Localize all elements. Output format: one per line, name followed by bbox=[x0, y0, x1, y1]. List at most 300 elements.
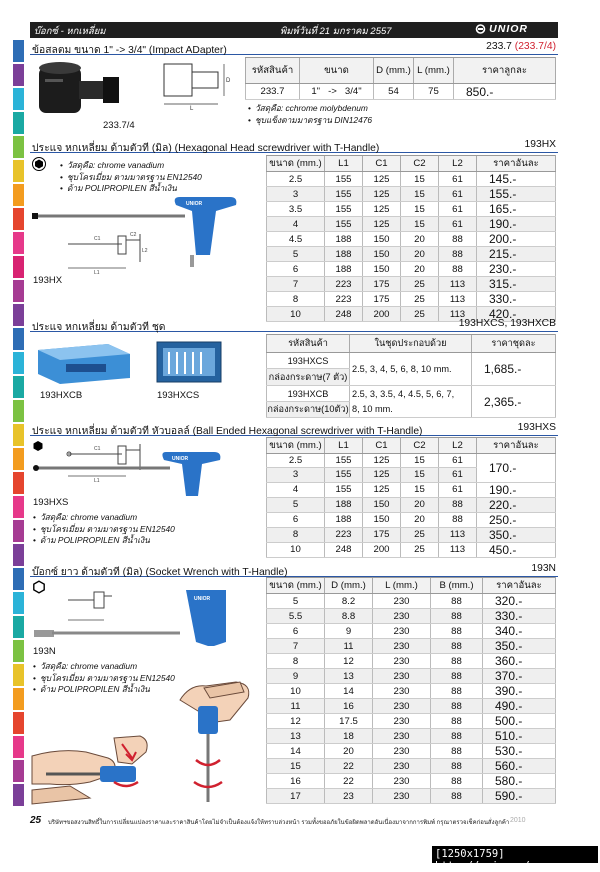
brand-logo bbox=[475, 23, 528, 35]
svg-text:UNIOR: UNIOR bbox=[194, 596, 211, 602]
price-cell: 360.- bbox=[483, 654, 556, 669]
adapter-col-d: D (mm.) bbox=[374, 58, 414, 84]
table-row bbox=[267, 277, 556, 292]
cell: 13 bbox=[325, 669, 373, 684]
adapter-code-alt: (233.7/4) bbox=[514, 41, 556, 52]
cell: 113 bbox=[439, 307, 477, 322]
table-row bbox=[267, 292, 556, 307]
cell: 188 bbox=[325, 232, 363, 247]
cell: 5 bbox=[267, 247, 325, 262]
price-cell: 510.- bbox=[483, 729, 556, 744]
upic-stamp: [1250x1759] http://upic.me/ bbox=[432, 846, 598, 863]
table-row bbox=[267, 669, 556, 684]
cell: 61 bbox=[439, 217, 477, 232]
color-tab bbox=[13, 376, 24, 398]
cell: 230 bbox=[373, 729, 431, 744]
cell bbox=[350, 386, 472, 418]
cell: 175 bbox=[363, 277, 401, 292]
cell: 230 bbox=[373, 654, 431, 669]
cell: 88 bbox=[439, 232, 477, 247]
cell: 5.5 bbox=[267, 609, 325, 624]
adapter-image-label: 233.7/4 bbox=[103, 120, 135, 131]
hexagon-icon bbox=[32, 157, 46, 171]
svg-text:D: D bbox=[226, 78, 231, 84]
price-cell: 200.- bbox=[477, 232, 556, 247]
cell: กล่องกระดาษ(7 ตัว) bbox=[267, 369, 350, 386]
cell: 75 bbox=[414, 84, 454, 100]
table-row bbox=[267, 232, 556, 247]
cell: 5 bbox=[267, 497, 325, 512]
ball-t-handle-image bbox=[30, 448, 230, 502]
cell: 88 bbox=[431, 639, 483, 654]
cell: 88 bbox=[431, 699, 483, 714]
cell: 17.5 bbox=[325, 714, 373, 729]
cell: 8 bbox=[267, 527, 325, 542]
hex-table bbox=[266, 155, 556, 322]
price-cell: 165.- bbox=[477, 202, 556, 217]
color-tab bbox=[13, 136, 24, 158]
cell: 3 bbox=[267, 468, 325, 482]
table-row bbox=[267, 639, 556, 654]
cell: 15 bbox=[401, 172, 439, 187]
cell: 155 bbox=[325, 217, 363, 232]
color-tab bbox=[13, 64, 24, 86]
table-row bbox=[267, 729, 556, 744]
svg-text:L1: L1 bbox=[94, 478, 100, 484]
table-row bbox=[267, 774, 556, 789]
note: • วัสดุคือ: cchrome molybdenum bbox=[248, 103, 372, 115]
table-row bbox=[267, 172, 556, 187]
hex-dimension-drawing bbox=[66, 228, 148, 274]
price-cell: 850.- bbox=[454, 84, 556, 100]
table-row bbox=[267, 759, 556, 774]
cell: 230 bbox=[373, 714, 431, 729]
table-row bbox=[267, 744, 556, 759]
table-row bbox=[267, 527, 556, 542]
disclaimer-text: บริษัทฯขอสงวนสิทธิ์ในการเปลี่ยนแปลงราคาและราคาสินค้าโดยไม่จำเป็นต้องแจ้งให้ทราบล่วงหน้า รวมทั้งขออภัยในข้อผิดพลาดอันเนื่องมาจากการพิมพ์ กรุณาตรวจเช็คก่อนสั่งลูกค้า bbox=[48, 820, 510, 826]
table-row bbox=[267, 594, 556, 609]
cell: 15 bbox=[267, 759, 325, 774]
cell: 113 bbox=[439, 542, 477, 557]
size-from: 1" bbox=[311, 86, 321, 97]
cell: 223 bbox=[325, 292, 363, 307]
cell: 88 bbox=[431, 669, 483, 684]
cell: 6 bbox=[267, 262, 325, 277]
hex-col-c1: C1 bbox=[363, 156, 401, 172]
color-tab bbox=[13, 448, 24, 470]
cell: 8 bbox=[267, 292, 325, 307]
cell: 248 bbox=[325, 307, 363, 322]
cell: 61 bbox=[439, 187, 477, 202]
ball-title: ประแจ หกเหลี่ยม ด้ามตัวที หัวบอลล์ (Ball Ended Hexagonal screwdriver with T-Handle) bbox=[32, 426, 423, 437]
color-tab bbox=[13, 688, 24, 710]
cell: 88 bbox=[431, 744, 483, 759]
page-number: 25 bbox=[30, 815, 42, 826]
size-arrow: -> bbox=[328, 86, 337, 97]
price-cell: 450.- bbox=[477, 542, 556, 557]
note: • วัสดุคือ: chrome vanadium bbox=[33, 661, 175, 673]
adapter-dimension-drawing bbox=[160, 58, 234, 110]
price-cell: 560.- bbox=[483, 759, 556, 774]
color-tab bbox=[13, 328, 24, 350]
ball-col-price: ราคาอันละ bbox=[477, 438, 556, 454]
cell: 20 bbox=[401, 247, 439, 262]
table-row bbox=[267, 454, 556, 468]
cell: 13 bbox=[267, 729, 325, 744]
socket-image-label: 193N bbox=[33, 646, 56, 657]
svg-text:C2: C2 bbox=[130, 232, 137, 238]
hex-col-c2: C2 bbox=[401, 156, 439, 172]
cell: 88 bbox=[431, 714, 483, 729]
hex-code: 193HX bbox=[524, 139, 556, 150]
hex-image-label: 193HX bbox=[33, 275, 63, 286]
note: • ด้าม POLIPROPILEN สีน้ำเงิน bbox=[60, 183, 202, 195]
cell: 4 bbox=[267, 217, 325, 232]
cell: 6 bbox=[267, 624, 325, 639]
table-row bbox=[267, 542, 556, 557]
cell: 5 bbox=[267, 594, 325, 609]
price-cell: 370.- bbox=[483, 669, 556, 684]
cell: 22 bbox=[325, 759, 373, 774]
hex-set-case-image bbox=[153, 336, 225, 388]
brand-name: UNIOR bbox=[489, 23, 528, 35]
hex-col-price: ราคาอันละ bbox=[477, 156, 556, 172]
cell: 25 bbox=[401, 292, 439, 307]
color-tab bbox=[13, 544, 24, 566]
cell: 12 bbox=[267, 714, 325, 729]
hexset-title-bar bbox=[30, 316, 558, 332]
table-row bbox=[267, 187, 556, 202]
cell: 230 bbox=[373, 744, 431, 759]
cell: 230 bbox=[373, 759, 431, 774]
cell: 88 bbox=[439, 262, 477, 277]
socket-title-bar bbox=[30, 561, 558, 577]
table-row bbox=[267, 624, 556, 639]
sizes-line: 8, 10 mm. bbox=[352, 403, 393, 414]
cell: 15 bbox=[401, 454, 439, 468]
color-tab bbox=[13, 760, 24, 782]
cell: 230 bbox=[373, 594, 431, 609]
svg-text:UNIOR: UNIOR bbox=[172, 456, 189, 462]
cell: 15 bbox=[401, 468, 439, 482]
ball-notes bbox=[33, 512, 175, 547]
hexset-col-price: ราคาชุดละ bbox=[472, 335, 556, 353]
table-row bbox=[267, 217, 556, 232]
cell: 15 bbox=[401, 482, 439, 497]
note: • ชุบโครเมี่ยม ตามมาตรฐาน EN12540 bbox=[33, 524, 175, 536]
cell: 8.8 bbox=[325, 609, 373, 624]
cell: 7 bbox=[267, 277, 325, 292]
hex-col-l1: L1 bbox=[325, 156, 363, 172]
hex-title-bar bbox=[30, 137, 558, 153]
color-tab bbox=[13, 88, 24, 110]
ball-code: 193HXS bbox=[517, 422, 556, 433]
table-row bbox=[267, 262, 556, 277]
cell: 155 bbox=[325, 187, 363, 202]
color-tab bbox=[13, 184, 24, 206]
cell: 61 bbox=[439, 202, 477, 217]
cell: 2.5 bbox=[267, 454, 325, 468]
socket-col-size: ขนาด (mm.) bbox=[267, 578, 325, 594]
color-tab bbox=[13, 784, 24, 806]
color-tab bbox=[13, 592, 24, 614]
price-cell: 220.- bbox=[477, 497, 556, 512]
price-cell: 230.- bbox=[477, 262, 556, 277]
table-row bbox=[267, 512, 556, 527]
cell: 200 bbox=[363, 542, 401, 557]
color-tab bbox=[13, 520, 24, 542]
ball-rows bbox=[267, 482, 556, 557]
cell: 150 bbox=[363, 262, 401, 277]
cell: 88 bbox=[431, 594, 483, 609]
socket-table bbox=[266, 577, 556, 804]
table-row bbox=[267, 482, 556, 497]
cell: 61 bbox=[439, 172, 477, 187]
price-cell: 530.- bbox=[483, 744, 556, 759]
cell: 9 bbox=[325, 624, 373, 639]
cell: 125 bbox=[363, 454, 401, 468]
adapter-table bbox=[245, 57, 556, 100]
cell: 15 bbox=[401, 187, 439, 202]
cell: 150 bbox=[363, 247, 401, 262]
cell: 230 bbox=[373, 639, 431, 654]
cell: 25 bbox=[401, 542, 439, 557]
table-row bbox=[267, 699, 556, 714]
cell: 88 bbox=[431, 609, 483, 624]
adapter-col-size: ขนาด bbox=[300, 58, 374, 84]
price-cell: 145.- bbox=[477, 172, 556, 187]
hand-usage-illustration bbox=[30, 678, 254, 808]
adapter-title-bar bbox=[30, 39, 558, 55]
color-tab bbox=[13, 616, 24, 638]
header-category: บ๊อกซ์ - หกเหลี่ยม bbox=[34, 26, 106, 37]
svg-text:C1: C1 bbox=[94, 446, 101, 452]
cell: 150 bbox=[363, 497, 401, 512]
cell: 88 bbox=[431, 759, 483, 774]
cell: 18 bbox=[325, 729, 373, 744]
cell: 7 bbox=[267, 639, 325, 654]
cell: 20 bbox=[401, 497, 439, 512]
cell: 54 bbox=[374, 84, 414, 100]
cell: 16 bbox=[325, 699, 373, 714]
hexset-col-contents: ในชุดประกอบด้วย bbox=[350, 335, 472, 353]
color-tab bbox=[13, 256, 24, 278]
color-tab bbox=[13, 352, 24, 374]
price-cell: 490.- bbox=[483, 699, 556, 714]
svg-text:C1: C1 bbox=[94, 236, 101, 242]
cell: 88 bbox=[431, 684, 483, 699]
color-tab bbox=[13, 712, 24, 734]
cell: 3 bbox=[267, 187, 325, 202]
color-tab bbox=[13, 640, 24, 662]
hexset-img1-label: 193HXCB bbox=[40, 390, 83, 401]
ball-col-l2: L2 bbox=[439, 438, 477, 454]
impact-adapter-image bbox=[33, 57, 125, 123]
hexset-table bbox=[266, 334, 556, 418]
header-print-date: พิมพ์วันที่ 21 มกราคม 2557 bbox=[280, 26, 392, 37]
cell: 10 bbox=[267, 684, 325, 699]
cell: 88 bbox=[439, 247, 477, 262]
svg-text:L: L bbox=[190, 106, 194, 112]
cell: 88 bbox=[431, 624, 483, 639]
hex-col-l2: L2 bbox=[439, 156, 477, 172]
price-cell: 340.- bbox=[483, 624, 556, 639]
note: • วัสดุคือ: chrome vanadium bbox=[60, 160, 202, 172]
cell: 155 bbox=[325, 172, 363, 187]
cell: 233.7 bbox=[246, 84, 300, 100]
cell: 25 bbox=[401, 277, 439, 292]
color-tab bbox=[13, 280, 24, 302]
cell: 15 bbox=[401, 202, 439, 217]
hex-set-box-image bbox=[34, 340, 134, 384]
size-to: 3/4" bbox=[344, 86, 362, 97]
cell: 15 bbox=[401, 217, 439, 232]
price-cell: 190.- bbox=[477, 482, 556, 497]
cell: 188 bbox=[325, 247, 363, 262]
cell: 230 bbox=[373, 684, 431, 699]
note: • ชุบโครเมี่ยม ตามมาตรฐาน EN12540 bbox=[33, 673, 175, 685]
cell: 10 bbox=[267, 307, 325, 322]
cell: 175 bbox=[363, 527, 401, 542]
color-tab bbox=[13, 664, 24, 686]
color-tab bbox=[13, 208, 24, 230]
adapter-code bbox=[486, 41, 556, 52]
table-row bbox=[267, 386, 556, 402]
ball-image-label: 193HXS bbox=[33, 497, 69, 508]
adapter-col-l: L (mm.) bbox=[414, 58, 454, 84]
ball-col-size: ขนาด (mm.) bbox=[267, 438, 325, 454]
price-cell: 155.- bbox=[477, 187, 556, 202]
table-row bbox=[267, 789, 556, 804]
cell: 188 bbox=[325, 497, 363, 512]
cell: 4.5 bbox=[267, 232, 325, 247]
cell: 25 bbox=[401, 307, 439, 322]
sizes-line: 2.5, 3, 3.5, 4, 4.5, 5, 6, 7, bbox=[352, 388, 455, 399]
catalog-year: 2010 bbox=[510, 817, 526, 824]
cell: 88 bbox=[431, 654, 483, 669]
socket-col-l: L (mm.) bbox=[373, 578, 431, 594]
cell: 193HXCB bbox=[267, 386, 350, 402]
table-row bbox=[267, 247, 556, 262]
price-cell: 590.- bbox=[483, 789, 556, 804]
cell: 20 bbox=[401, 512, 439, 527]
hex-title: ประแจ หกเหลี่ยม ด้ามตัวที (มิล) (Hexagonal Head screwdriver with T-Handle) bbox=[32, 143, 380, 154]
note: • ด้าม POLIPROPILEN สีน้ำเงิน bbox=[33, 535, 175, 547]
cell: 175 bbox=[363, 292, 401, 307]
hexset-code: 193HXCS, 193HXCB bbox=[458, 318, 556, 329]
note: • วัสดุคือ: chrome vanadium bbox=[33, 512, 175, 524]
price-cell: 350.- bbox=[483, 639, 556, 654]
unior-logo-icon bbox=[475, 24, 486, 34]
price-cell: 250.- bbox=[477, 512, 556, 527]
cell: 200 bbox=[363, 307, 401, 322]
cell: 16 bbox=[267, 774, 325, 789]
adapter-title: ข้อสลตม ขนาด 1" -> 3/4" (Impact ADapter) bbox=[32, 45, 227, 56]
cell: 230 bbox=[373, 789, 431, 804]
cell: 188 bbox=[325, 262, 363, 277]
socket-col-d: D (mm.) bbox=[325, 578, 373, 594]
table-row bbox=[267, 353, 556, 369]
price-cell: 315.- bbox=[477, 277, 556, 292]
cell: 125 bbox=[363, 202, 401, 217]
cell: 223 bbox=[325, 527, 363, 542]
price-cell: 1,685.- bbox=[472, 353, 556, 386]
cell: 113 bbox=[439, 277, 477, 292]
cell: 61 bbox=[439, 482, 477, 497]
cell: 12 bbox=[325, 654, 373, 669]
socket-col-b: B (mm.) bbox=[431, 578, 483, 594]
cell: 155 bbox=[325, 482, 363, 497]
table-row bbox=[267, 684, 556, 699]
cell: 2.5 bbox=[267, 172, 325, 187]
color-tab bbox=[13, 424, 24, 446]
cell: 88 bbox=[431, 774, 483, 789]
table-row bbox=[246, 84, 556, 100]
adapter-code-main: 233.7 bbox=[486, 41, 512, 52]
cell: 4 bbox=[267, 482, 325, 497]
color-tab bbox=[13, 472, 24, 494]
cell: 25 bbox=[401, 527, 439, 542]
price-cell: 390.- bbox=[483, 684, 556, 699]
color-tab bbox=[13, 112, 24, 134]
cell: 193HXCS bbox=[267, 353, 350, 369]
socket-t-handle-image bbox=[30, 586, 230, 648]
cell: 14 bbox=[325, 684, 373, 699]
cell: 155 bbox=[325, 202, 363, 217]
color-tab bbox=[13, 232, 24, 254]
cell: 125 bbox=[363, 468, 401, 482]
cell: 223 bbox=[325, 277, 363, 292]
price-cell: 170.- bbox=[477, 454, 556, 483]
cell: 188 bbox=[325, 512, 363, 527]
cell: 125 bbox=[363, 482, 401, 497]
cell: กล่องกระดาษ(10ตัว) bbox=[267, 402, 350, 418]
ball-col-c1: C1 bbox=[363, 438, 401, 454]
cell: 61 bbox=[439, 468, 477, 482]
adapter-col-price: ราคาลูกละ bbox=[454, 58, 556, 84]
cell: 11 bbox=[325, 639, 373, 654]
price-cell: 500.- bbox=[483, 714, 556, 729]
price-cell: 190.- bbox=[477, 217, 556, 232]
cell: 6 bbox=[267, 512, 325, 527]
price-cell: 350.- bbox=[477, 527, 556, 542]
cell: 150 bbox=[363, 232, 401, 247]
hex-rows bbox=[267, 172, 556, 322]
cell: 20 bbox=[401, 232, 439, 247]
note: • ด้าม POLIPROPILEN สีน้ำเงิน bbox=[33, 684, 175, 696]
cell: 113 bbox=[439, 527, 477, 542]
cell: 155 bbox=[325, 454, 363, 468]
cell: 88 bbox=[439, 497, 477, 512]
socket-code: 193N bbox=[531, 563, 556, 574]
cell: 125 bbox=[363, 172, 401, 187]
price-cell: 2,365.- bbox=[472, 386, 556, 418]
cell: 155 bbox=[325, 468, 363, 482]
cell: 22 bbox=[325, 774, 373, 789]
price-cell: 215.- bbox=[477, 247, 556, 262]
cell: 248 bbox=[325, 542, 363, 557]
hexset-title: ประแจ หกเหลี่ยม ด้ามตัวที ชุด bbox=[32, 322, 166, 333]
color-tab bbox=[13, 568, 24, 590]
cell: 61 bbox=[439, 454, 477, 468]
cell: 150 bbox=[363, 512, 401, 527]
color-tab bbox=[13, 496, 24, 518]
price-cell: 580.- bbox=[483, 774, 556, 789]
cell: 20 bbox=[401, 262, 439, 277]
page-header bbox=[30, 22, 558, 38]
adapter-col-code: รหัสสินค้า bbox=[246, 58, 300, 84]
color-tab bbox=[13, 304, 24, 326]
